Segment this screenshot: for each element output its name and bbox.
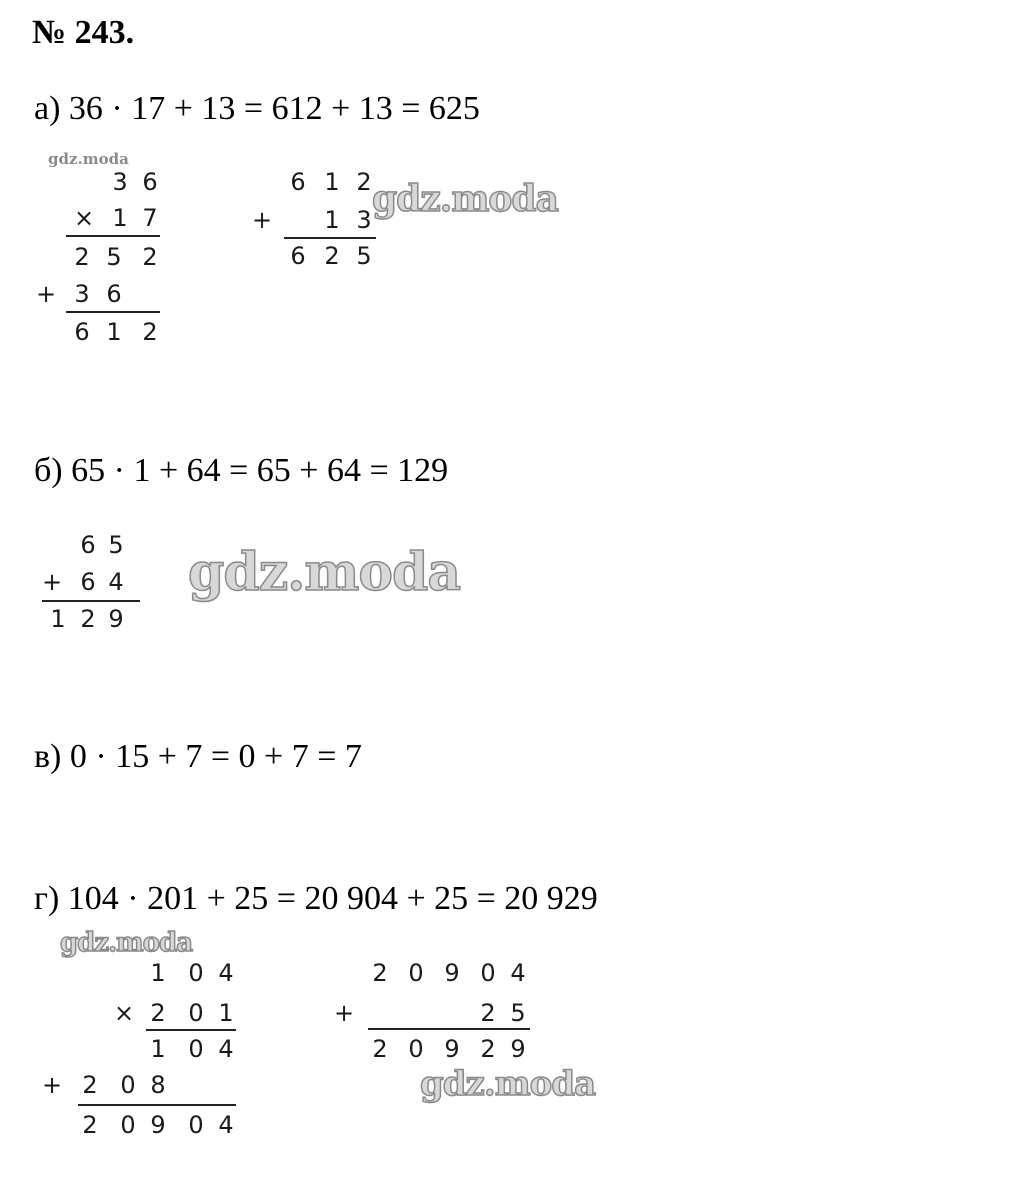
result-line	[284, 237, 376, 239]
digit: 9	[108, 605, 124, 633]
digit: 6	[290, 242, 306, 270]
digit: 2	[480, 1035, 496, 1063]
digit: 2	[356, 168, 372, 196]
digit: 7	[142, 204, 158, 232]
digit: 0	[408, 1035, 424, 1063]
problem-b-expression: б) 65 · 1 + 64 = 65 + 64 = 129	[34, 452, 449, 489]
problem-title: № 243.	[32, 14, 135, 51]
multiply-sign: ×	[73, 204, 95, 232]
digit: 1	[150, 1035, 166, 1063]
digit: 4	[218, 959, 234, 987]
multiplication-d	[40, 958, 250, 1143]
result-line	[66, 235, 160, 237]
digit: 2	[74, 243, 90, 271]
digit: 5	[108, 531, 124, 559]
watermark-d-top: gdz.moda	[60, 928, 193, 958]
plus-sign: +	[251, 206, 273, 234]
watermark-d-bottom: gdz.moda	[420, 1064, 596, 1104]
addition-a	[248, 167, 388, 277]
digit: 0	[120, 1111, 136, 1139]
digit: 9	[510, 1035, 526, 1063]
digit: 2	[150, 999, 166, 1027]
digit: 4	[108, 568, 124, 596]
watermark-a: gdz.moda	[372, 178, 558, 220]
digit: 1	[50, 605, 66, 633]
digit: 5	[510, 999, 526, 1027]
watermark-small-a: gdz.moda	[48, 150, 129, 168]
plus-sign: +	[41, 1071, 63, 1099]
result-line	[66, 311, 160, 313]
multiplication-a	[35, 167, 178, 347]
digit: 0	[408, 959, 424, 987]
digit: 2	[142, 243, 158, 271]
digit: 1	[324, 206, 340, 234]
watermark-b: gdz.moda	[188, 542, 461, 603]
digit: 0	[120, 1071, 136, 1099]
plus-sign: +	[35, 280, 57, 308]
multiply-sign: ×	[113, 999, 135, 1027]
digit: 8	[150, 1071, 166, 1099]
digit: 4	[218, 1111, 234, 1139]
digit: 2	[82, 1071, 98, 1099]
digit: 2	[324, 242, 340, 270]
digit: 6	[74, 318, 90, 346]
result-line	[78, 1104, 236, 1106]
digit: 0	[480, 959, 496, 987]
digit: 1	[106, 318, 122, 346]
result-line	[42, 600, 140, 602]
digit: 5	[106, 243, 122, 271]
result-line	[146, 1029, 236, 1031]
digit: 1	[112, 204, 128, 232]
digit: 0	[188, 1111, 204, 1139]
digit: 2	[372, 959, 388, 987]
problem-a-expression: а) 36 · 17 + 13 = 612 + 13 = 625	[34, 90, 480, 127]
result-line	[368, 1028, 530, 1030]
digit: 4	[510, 959, 526, 987]
digit: 1	[150, 959, 166, 987]
digit: 2	[372, 1035, 388, 1063]
digit: 1	[324, 168, 340, 196]
digit: 3	[112, 168, 128, 196]
digit: 5	[356, 242, 372, 270]
digit: 9	[444, 959, 460, 987]
digit: 9	[444, 1035, 460, 1063]
problem-d-expression: г) 104 · 201 + 25 = 20 904 + 25 = 20 929	[34, 880, 598, 917]
digit: 0	[188, 1035, 204, 1063]
digit: 2	[82, 1111, 98, 1139]
digit: 6	[80, 568, 96, 596]
addition-d	[330, 958, 540, 1068]
digit: 2	[142, 318, 158, 346]
problem-c-expression: в) 0 · 15 + 7 = 0 + 7 = 7	[34, 738, 362, 775]
digit: 6	[290, 168, 306, 196]
digit: 0	[188, 999, 204, 1027]
plus-sign: +	[41, 568, 63, 596]
digit: 0	[188, 959, 204, 987]
digit: 2	[480, 999, 496, 1027]
digit: 3	[74, 280, 90, 308]
digit: 6	[106, 280, 122, 308]
digit: 6	[142, 168, 158, 196]
digit: 9	[150, 1111, 166, 1139]
digit: 6	[80, 531, 96, 559]
addition-b	[40, 530, 150, 640]
digit: 2	[80, 605, 96, 633]
digit: 3	[356, 206, 372, 234]
plus-sign: +	[333, 999, 355, 1027]
digit: 4	[218, 1035, 234, 1063]
digit: 1	[218, 999, 234, 1027]
